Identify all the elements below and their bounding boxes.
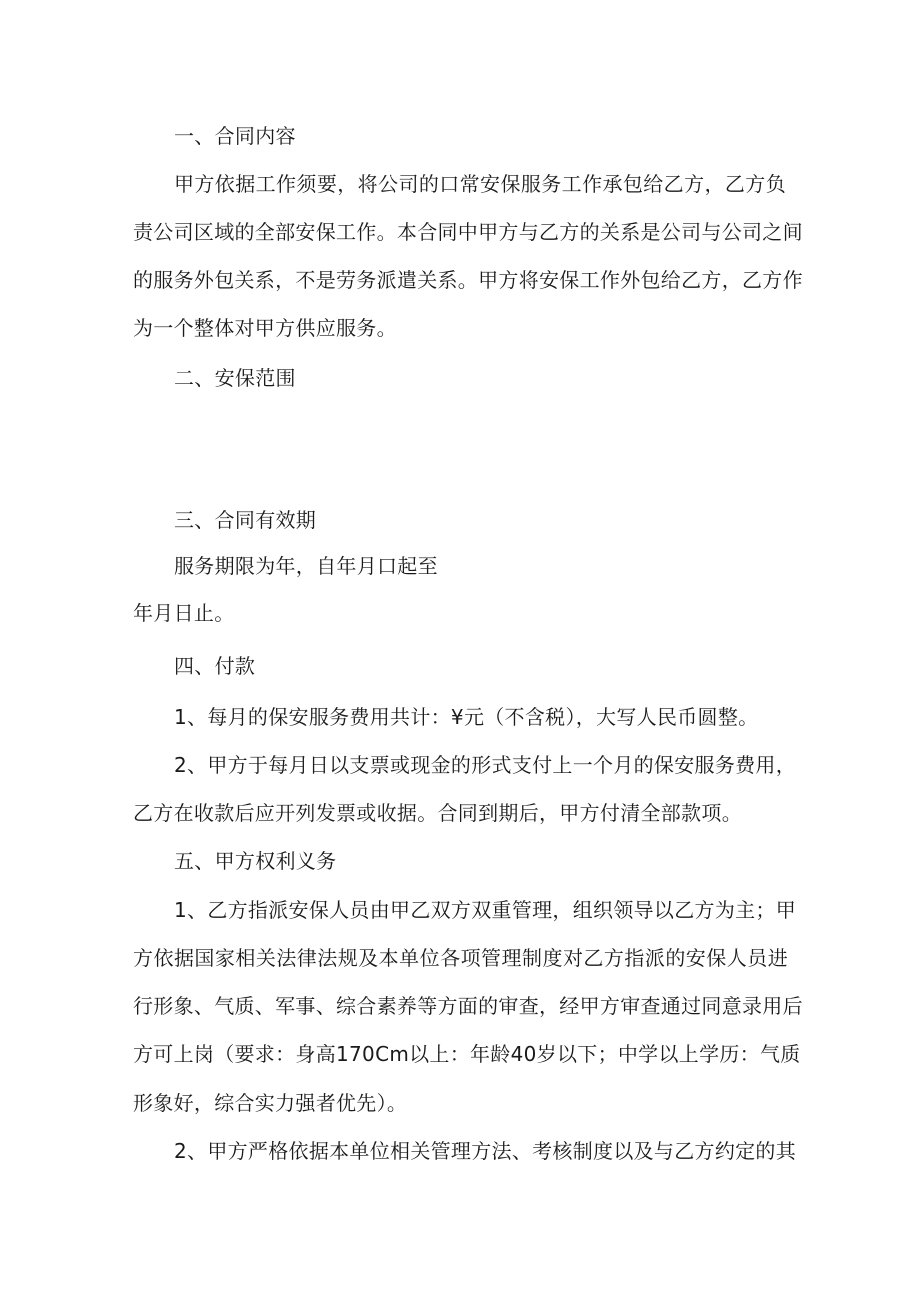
section-heading-payment: 四、付款 [174, 654, 256, 678]
paragraph-line: 形象好，综合实力强者优先）。 [133, 1091, 408, 1115]
section-heading-security-scope: 二、安保范围 [174, 366, 296, 390]
paragraph-line: 乙方在收款后应开列发票或收据。合同到期后，甲方付清全部款项。 [133, 801, 742, 825]
paragraph-line: 方可上岗（要求：身高170Cm以上：年龄40岁以下；中学以上学历：气质 [133, 1042, 801, 1066]
paragraph-line: 为一个整体对甲方供应服务。 [133, 316, 397, 340]
list-item: 2、甲方于每月日以支票或现金的形式支付上一个月的保安服务费用， [174, 753, 797, 777]
paragraph-line: 甲方依据工作须要，将公司的口常安保服务工作承包给乙方，乙方负 [174, 172, 786, 196]
paragraph-line: 年月日止。 [133, 601, 235, 625]
paragraph-line: 服务期限为年，自年月口起至 [174, 554, 438, 578]
paragraph-line: 方依据国家相关法律法规及本单位各项管理制度对乙方指派的安保人员进 [133, 946, 788, 970]
list-item: 1、每月的保安服务费用共计：¥元（不含税），大写人民币圆整。 [174, 705, 759, 729]
section-heading-party-a-rights: 五、甲方权利义务 [174, 849, 337, 873]
paragraph-line: 行形象、气质、军事、综合素养等方面的审查，经甲方审查通过同意录用后 [133, 994, 803, 1018]
list-item: 1、乙方指派安保人员由甲乙双方双重管理，组织领导以乙方为主；甲 [174, 898, 797, 922]
paragraph-line: 责公司区域的全部安保工作。本合同中甲方与乙方的关系是公司与公司之间 [133, 220, 803, 244]
section-heading-contract-content: 一、合同内容 [174, 124, 296, 148]
list-item: 2、甲方严格依据本单位相关管理方法、考核制度以及与乙方约定的其 [174, 1139, 797, 1163]
section-heading-contract-term: 三、合同有效期 [174, 508, 317, 532]
paragraph-line: 的服务外包关系，不是劳务派遣关系。甲方将安保工作外包给乙方，乙方作 [133, 268, 803, 292]
